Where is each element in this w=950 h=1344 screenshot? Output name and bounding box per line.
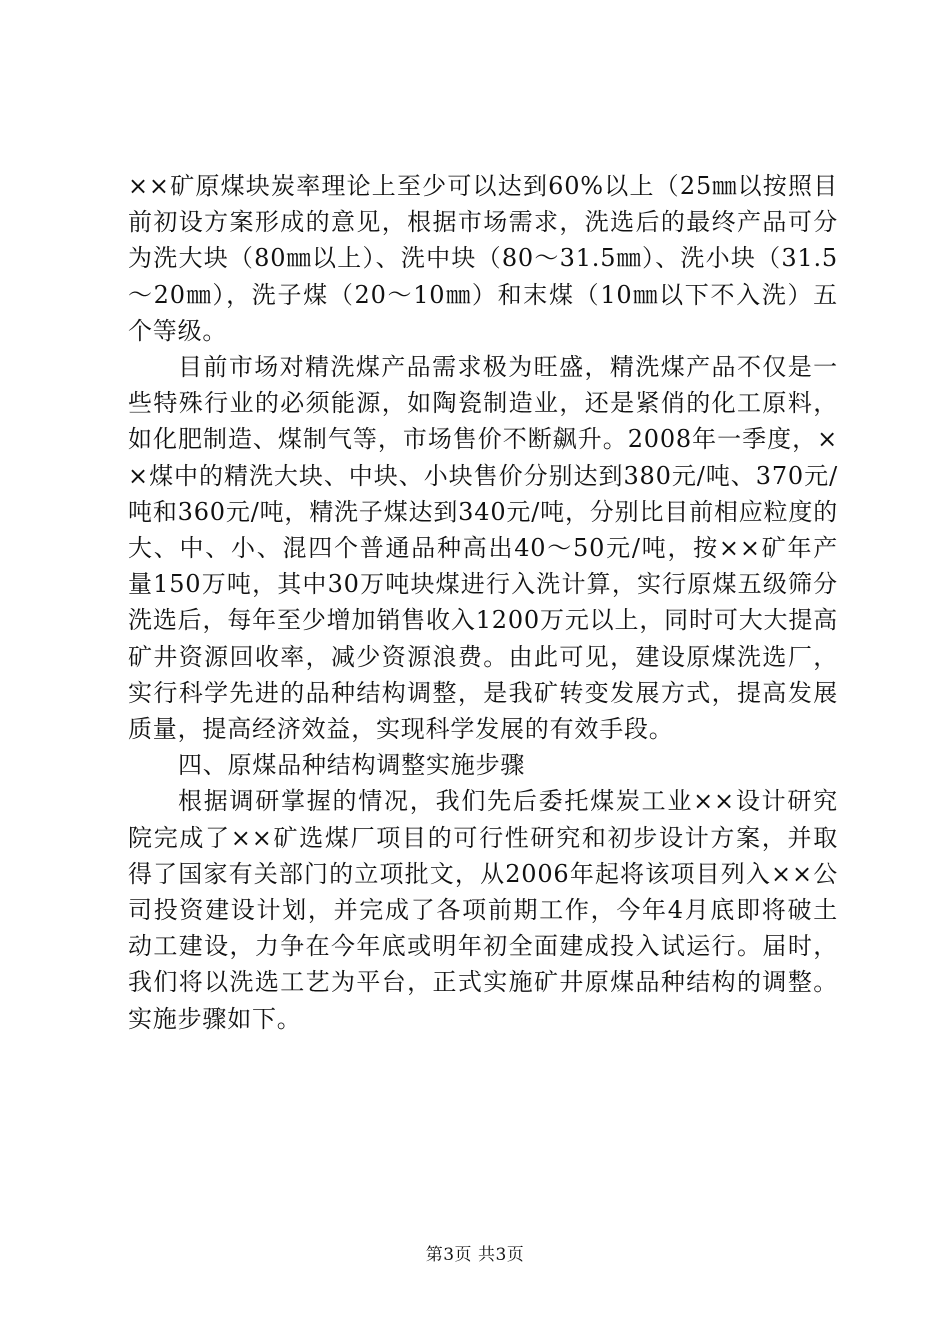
document-body (128, 168, 838, 1037)
paragraph-product-grades: ××矿原煤块炭率理论上至少可以达到60%以上（25㎜以按照目前初设方案形成的意见，根据市场需求，洗选后的最终产品可分为洗大块（80㎜以上）、洗中块（80～31.5㎜）、洗小块（31.5～20㎜），洗子煤（20～10㎜）和末煤（10㎜以下不入洗）五个等级。 (128, 172, 838, 345)
page-number-footer: 第3页 共3页 (425, 1245, 525, 1265)
paragraph-market-demand: 目前市场对精洗煤产品需求极为旺盛，精洗煤产品不仅是一些特殊行业的必须能源，如陶瓷制造业，还是紧俏的化工原料，如化肥制造、煤制气等，市场售价不断飙升。2008年一季度，××煤中的精洗大块、中块、小块售价分别达到380元/吨、370元/吨和360元/吨，精洗子煤达到340元/吨，分别比目前相应粒度的大、中、小、混四个普通品种高出40～50元/吨，按××矿年产量150万吨，其中30万吨块煤进行入洗计算，实行原煤五级筛分洗选后，每年至少增加销售收入1200万元以上，同时可大大提高矿井资源回收率，减少资源浪费。由此可见，建设原煤洗选厂，实行科学先进的品种结构调整，是我矿转变发展方式，提高发展质量，提高经济效益，实现科学发展的有效手段。 (128, 353, 838, 744)
paragraph-implementation: 根据调研掌握的情况，我们先后委托煤炭工业××设计研究院完成了××矿选煤厂项目的可行性研究和初步设计方案，并取得了国家有关部门的立项批文，从2006年起将该项目列入××公司投资建设计划，并完成了各项前期工作，今年4月底即将破土动工建设，力争在今年底或明年初全面建成投入试运行。届时，我们将以洗选工艺为平台，正式实施矿井原煤品种结构的调整。实施步骤如下。 (128, 787, 838, 1033)
section-heading: 四、原煤品种结构调整实施步骤 (178, 751, 526, 780)
